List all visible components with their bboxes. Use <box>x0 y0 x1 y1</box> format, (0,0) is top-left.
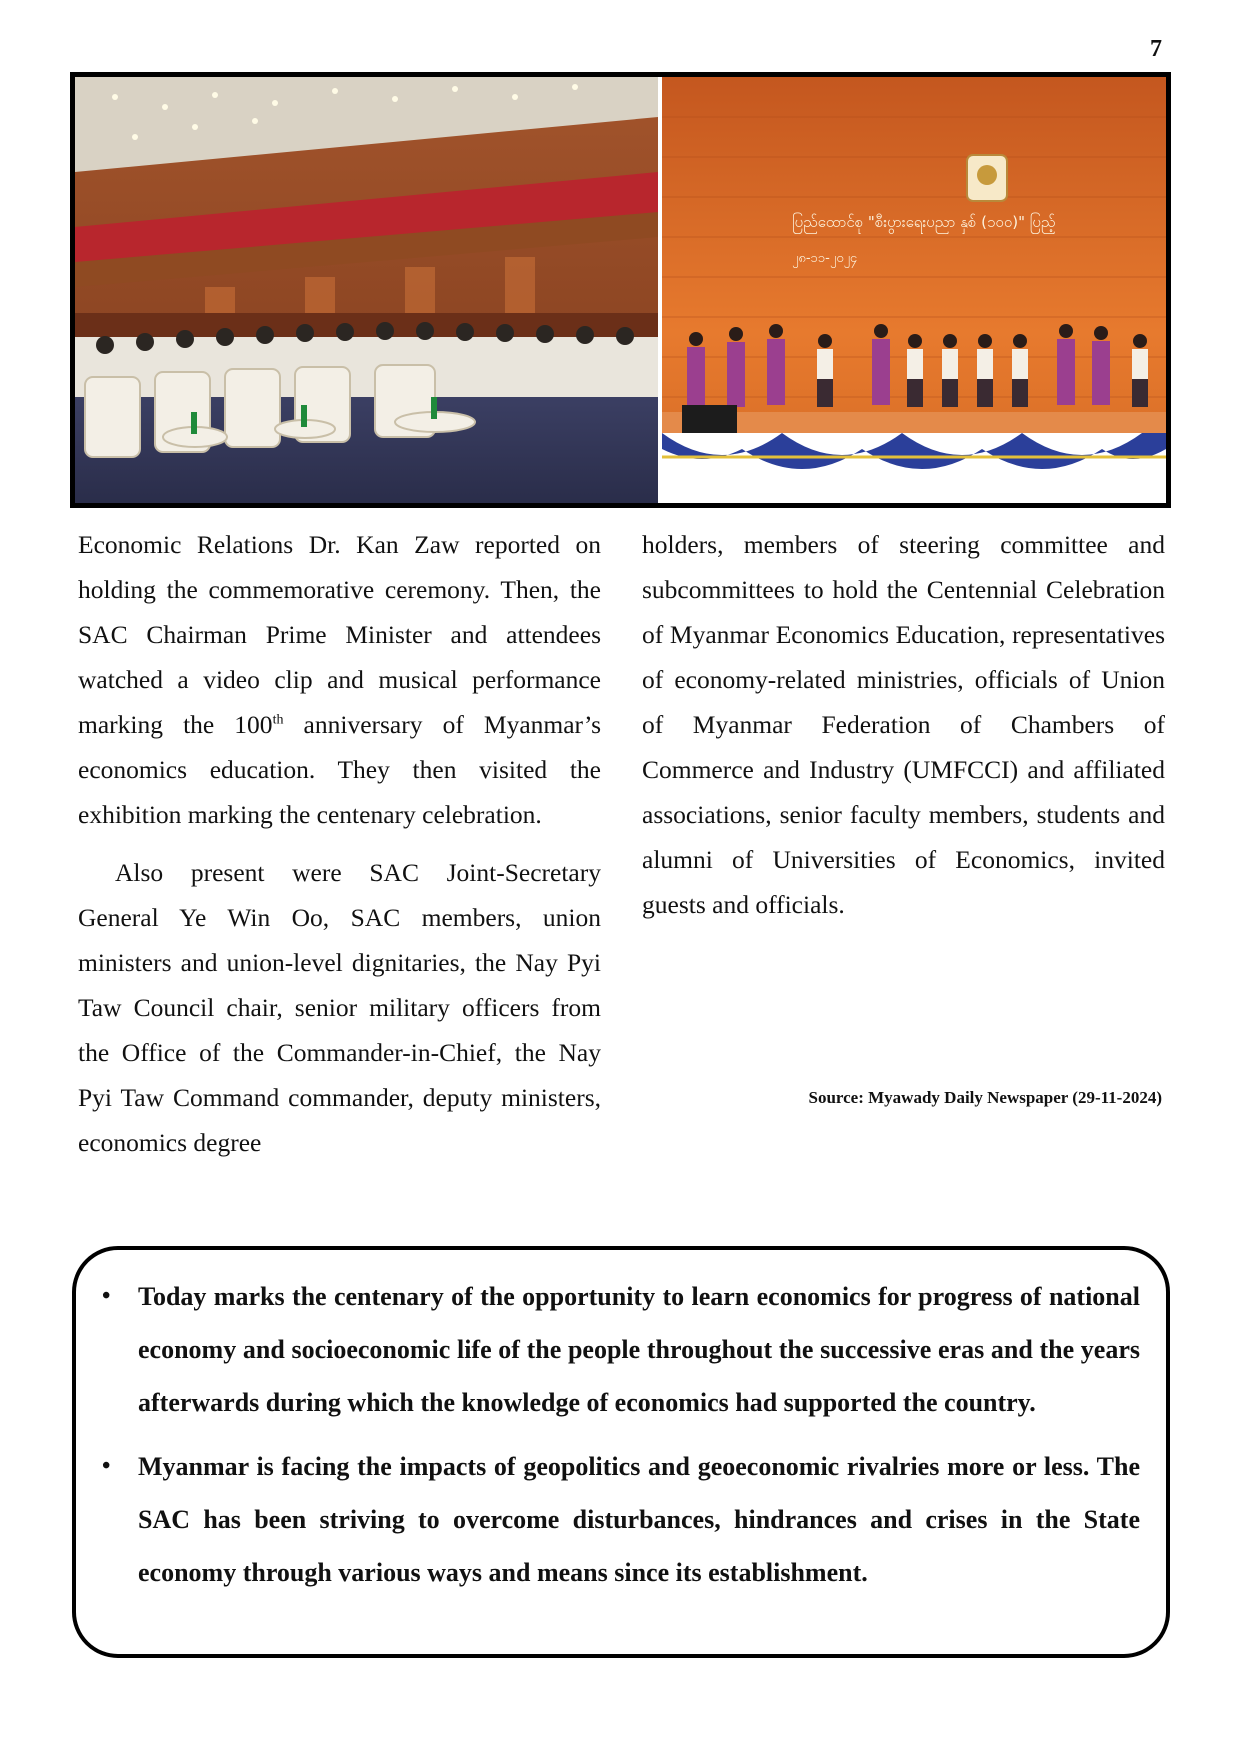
highlight-text: Myanmar is facing the impacts of geopolitics and geoeconomic rivalries more or less. The SAC has been striving to overcome disturbances, hindrances and crises in the State economy through various ways and means since its establishment. <box>138 1452 1140 1587</box>
article-paragraph <box>78 522 601 837</box>
article-paragraph: Also present were SAC Joint-Secretary General Ye Win Oo, SAC members, union ministers and union-level dignitaries, the Nay Pyi Taw Council chair, senior military officers from the Office of the Commander-in-Chief, the Nay Pyi Taw Command commander, deputy ministers, economics degree <box>78 858 601 1157</box>
banner-text: ပြည်ထောင်စု "စီးပွားရေးပညာ နှစ် (၁၀၀)" ပြည့် <box>792 213 1056 231</box>
highlight-box <box>72 1246 1170 1658</box>
paragraph-text: anniversary of Myanmar’s economics education. They then visited the exhibition marking the centenary celebration. <box>78 710 601 829</box>
highlight-list <box>102 1270 1140 1599</box>
article-paragraph: holders, members of steering committee and subcommittees to hold the Centennial Celebration of Myanmar Economics Education, representatives of economy-related ministries, officials of Union of Myanmar Federation of Chambers of Commerce and Industry (UMFCCI) and affiliated associations, senior faculty members, students and alumni of Universities of Economics, invited guests and officials. <box>642 530 1165 919</box>
article-column-right <box>642 522 1165 927</box>
paragraph-text: Economic Relations Dr. Kan Zaw reported on holding the commemorative ceremony. Then, the SAC Chairman Prime Minister and attendees watched a video clip and musical performance marking the 100 <box>78 530 601 739</box>
highlight-item <box>102 1270 1140 1429</box>
photo-strip <box>70 72 1171 508</box>
highlight-text: Today marks the centenary of the opportunity to learn economics for progress of national economy and socioeconomic life of the people throughout the successive eras and the years afterwards during which the knowledge of economics had supported the country. <box>138 1282 1140 1417</box>
bullet-icon: • <box>102 1283 111 1309</box>
source-citation: Source: Myawady Daily Newspaper (29-11-2024) <box>808 1088 1162 1107</box>
bullet-icon: • <box>102 1453 111 1479</box>
page-number: 7 <box>1150 36 1162 62</box>
highlight-item <box>102 1440 1140 1599</box>
stage-performance-photo <box>662 77 1166 503</box>
banner-date: ၂၈-၁၁-၂၀၂၄ <box>792 251 858 266</box>
ordinal-suffix: th <box>272 712 284 728</box>
audience-photo <box>75 77 662 503</box>
article-column-left <box>78 522 601 1165</box>
